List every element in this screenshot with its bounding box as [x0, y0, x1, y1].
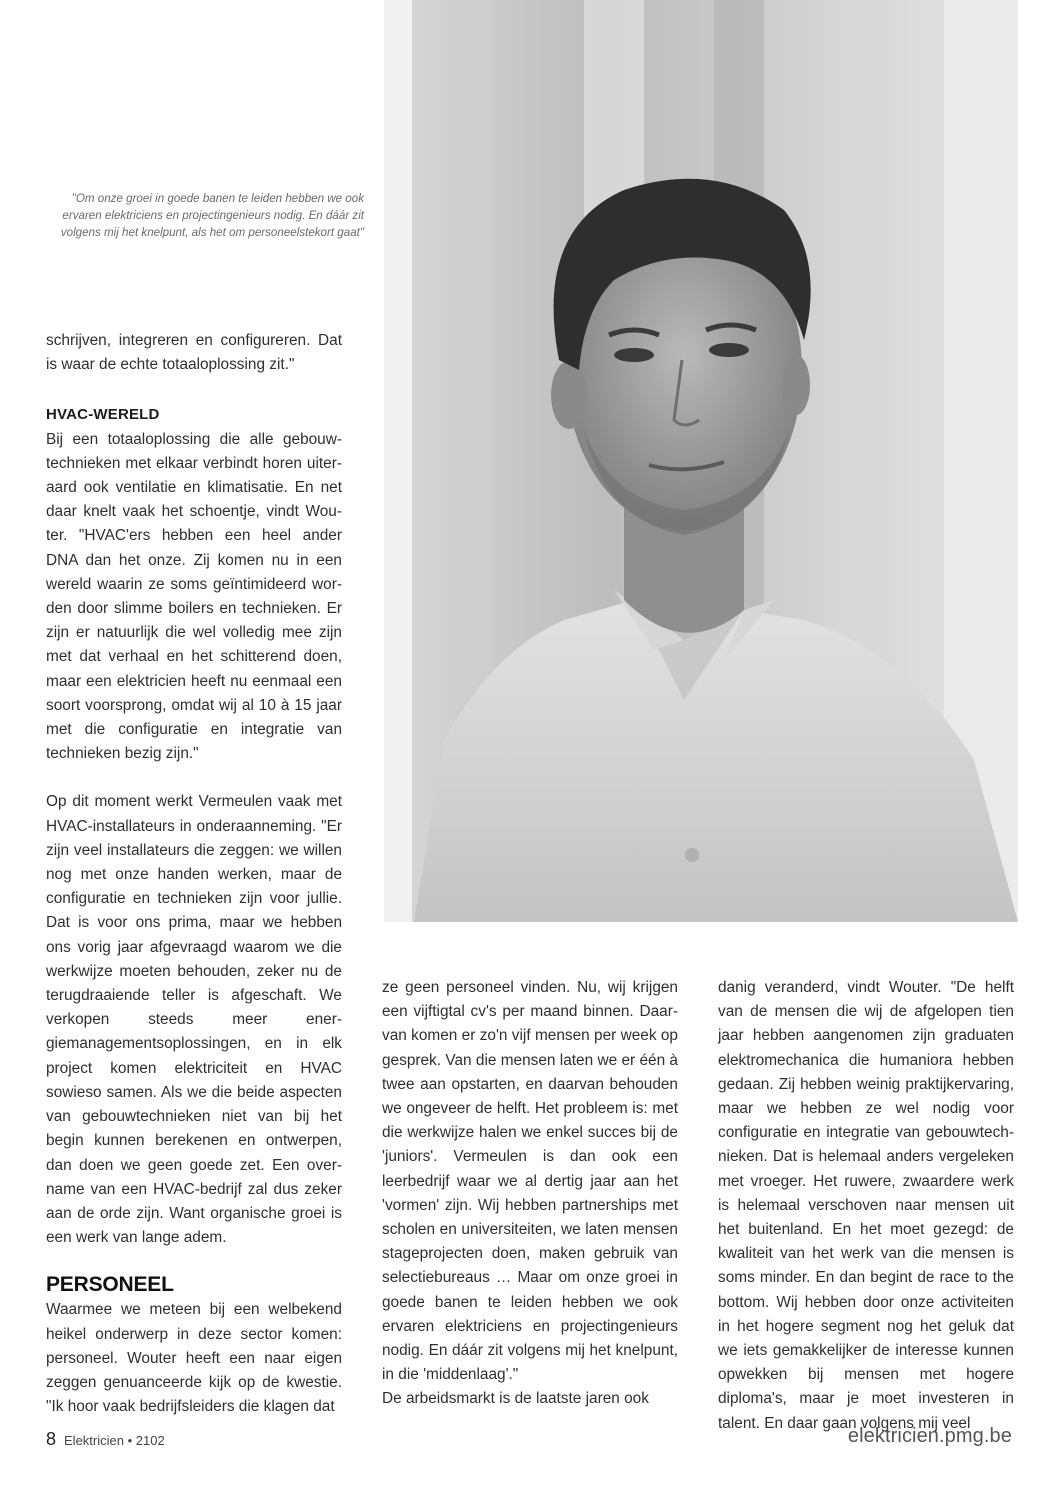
paragraph: danig veranderd, vindt Wouter. "De helft van de mensen die wij de afgelopen tien jaar hebben aangenomen zijn graduaten elektromechanica die humaniora hebben gedaan. Zij hebben weinig praktijkervaring, maar we hebben ze wel nodig voor configuratie en integratie van gebouwtechnieken. Dat is helemaal anders vergeleken met vroeger. Het ruwere, zwaardere werk is helemaal verschoven naar mensen uit het buitenland. En het moet gezegd: de kwaliteit van het werk van die mensen is soms minder. En dan begint de race to the bottom. Wij hebben door onze activiteiten in het hogere segment nog het geluk dat we iets gemakkelijker de interesse kunnen opwekken bij mensen met hogere diploma's, maar je moet investeren in talent. En daar gaan volgens mij veel [718, 979, 1014, 1432]
page-number: 8 [46, 1429, 57, 1449]
paragraph: schrijven, integreren en configureren. Dat is waar de echte totaaloplossing zit." [46, 332, 342, 374]
footer-folio [46, 1429, 165, 1450]
paragraph: Op dit moment werkt Vermeulen vaak met HVAC-installateurs in onderaanneming. "Er zijn veel installateurs die zeggen: we willen nog met onze handen werken, maar de configuratie en technieken zijn voor jullie. Dat is voor ons prima, maar we hebben ons vorig jaar afgevraagd waarom we die werkwijze moeten behouden, zeker nu de terugdraaiende teller is afgeschaft. We verkopen steeds meer energiemanagementsoplossingen, en in elk project komen elektriciteit en HVAC sowieso samen. Als we die beide aspecten van gebouwtechnieken niet van bij het begin kunnen berekenen en ontwerpen, dan doen we geen goede zet. Een overname van een HVAC-bedrijf zal dus zeker aan de orde zijn. Want organische groei is een werk van lange adem. [46, 793, 342, 1247]
article-column-2 [382, 976, 678, 1412]
paragraph: Bij een totaaloplossing die alle gebouwtechnieken met elkaar verbindt horen uiteraard ook ventilatie en klimatisatie. En net daar knelt vaak het schoentje, vindt Wouter. "HVAC'ers hebben een heel ander DNA dan het onze. Zij komen nu in een wereld waarin ze soms geïntimideerd worden door slimme boilers en technieken. Er zijn er natuurlijk die wel volledig mee zijn met dat verhaal en het schitterend doen, maar een elektricien heeft nu eenmaal een soort voorsprong, omdat wij al 10 à 15 jaar met die configuratie en integratie van technieken bezig zijn." [46, 430, 342, 763]
publication-issue: Elektricien • 2102 [64, 1433, 165, 1448]
paragraph: De arbeidsmarkt is de laatste jaren ook [382, 1390, 649, 1408]
pull-quote: "Om onze groei in goede banen te leiden hebben we ook ervaren elektriciens en projectingenieurs nodig. En dáár zit volgens mij het knelpunt, als het om personeelstekort gaat" [60, 192, 364, 239]
article-column-3 [718, 976, 1014, 1436]
paragraph: Waarmee we meteen bij een welbekend heikel onderwerp in deze sector komen: personeel. Wouter heeft een naar eigen zeggen genuanceerde kijk op de kwestie. "Ik hoor vaak bedrijfsleiders die klagen dat [46, 1301, 342, 1416]
heading-personeel: PERSONEEL [46, 1273, 174, 1297]
portrait-photo [384, 0, 1018, 922]
article-column-1 [46, 329, 342, 1419]
paragraph: ze geen personeel vinden. Nu, wij krijgen een vijftigtal cv's per maand binnen. Daarvan komen er zo'n vijf mensen per week op gesprek. Van die mensen laten we er één à twee aan opstarten, en daarvan behouden we ongeveer de helft. Het probleem is: met die werkwijze halen we enkel succes bij de 'juniors'. Vermeulen is dan ook een leerbedrijf waar we al dertig jaar aan het 'vormen' zijn. Wij hebben partnerships met scholen en universiteiten, we laten mensen stageprojecten doen, maken gebruik van selectiebureaus … Maar om onze groei in goede banen te leiden hebben we ook ervaren elektriciens en projectingenieurs nodig. En dáár zit volgens mij het knelpunt, in die 'middenlaag'." [382, 979, 678, 1384]
website-link[interactable]: elektricien.pmg.be [847, 1425, 1012, 1447]
subheading-hvac: HVAC-WERELD [46, 406, 160, 424]
